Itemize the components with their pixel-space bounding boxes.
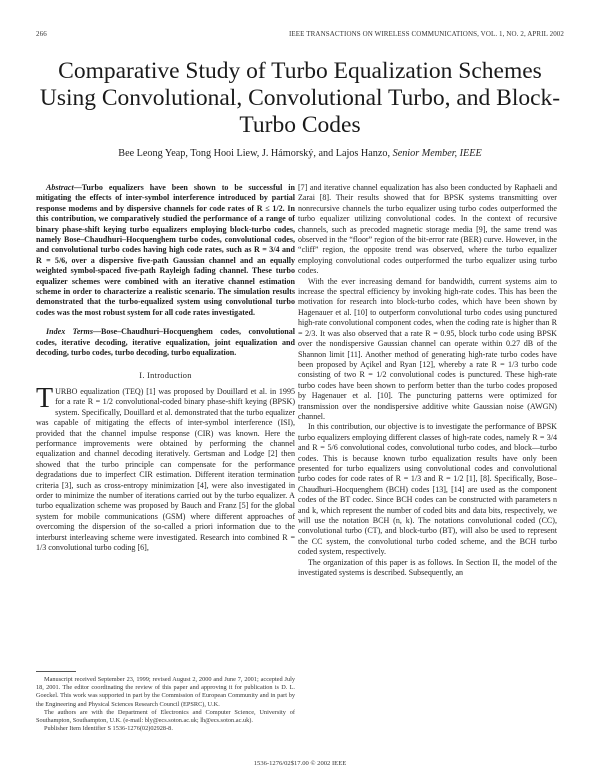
section-heading-introduction: I. Introduction <box>139 370 192 380</box>
body-paragraph-2: With the ever increasing demand for bandwidth, current systems aim to increase the spectral efficiency by invoking high-rate codes. This has been the motivation for research into block-turbo codes, which have been shown by Hagenauer et al. [10] to outperform convolutional turbo codes using punctured high-rate convolutional component codes, when the coding rate is higher than R = 2/3. It was also observed that a rate R = 0.95, block turbo code using BPSK over the nondispersive Gaussian channel can operate within 0.27 dB of the Shannon limit [11]. Another method of generating high-rate turbo codes have been proposed by Açikel and Ryan [12], whereby a rate R = 1/3 turbo code consisting of two R = 1/2 convolutional codes is punctured. These high-rate turbo codes have been shown to perform better than the turbo codes proposed by Hagenauer et al. [10]. The puncturing patterns were optimized for transmission over the nondispersive additive white Gaussian noise (AWGN) channel. <box>298 276 557 421</box>
body-paragraph-3: In this contribution, our objective is to investigate the performance of BPSK turbo equalizers employing different classes of high-rate codes, namely R = 3/4 and R = 5/6 convolutional codes, convolutional turbo codes, and block—turbo codes. This is because known turbo equalization results have only been presented for turbo equalizers using convolutional codes and convolutional turbo codes for code rates of R = 1/3 and R = 1/2 [1], [8]. Specifically, Bose–Chaudhuri–Hocquenghem (BCH) codes [13], [14] are used as the component codes of the BT codec. Since BCH codes can be constructed with parameters n and k, which represent the number of coded bits and data bits, respectively, we will use the notation BCH (n, k). The notations convolutional coded (CC), convolutional turbo (CT), and block-turbo (BT), will also be used to represent the CC system, the convolutional turbo coded scheme, and the BCH turbo coded system, respectively. <box>298 422 557 557</box>
body-paragraph-1: [7] and iterative channel equalization has also been conducted by Raphaeli and Zarai [8]. Their results showed that for BPSK systems transmitting over nonrecursive channels the turbo equalizer using turbo codes outperformed the turbo equalizer utilizing convolutional codes. In the context of recursive channels, such as precoded magnetic storage media [9], the same trend was observed in the “floor” region of the bit-error rate (BER) curve. However, in the “cliff” region, the opposite trend was observed, where the turbo equalizer employing convolutional codes outperformed the turbo equalizer using turbo codes. <box>298 183 557 276</box>
paper-title: Comparative Study of Turbo Equalization Schemes Using Convolutional, Convolutional Turbo, and Block-Turbo Codes <box>39 58 561 138</box>
copyright-line: 1536-1276/02$17.00 © 2002 IEEE <box>253 760 347 767</box>
right-column <box>298 183 557 578</box>
index-terms-label: Index Terms— <box>46 327 101 337</box>
body-paragraph-4: The organization of this paper is as follows. In Section II, the model of the investigated systems is described. Subsequently, an <box>298 557 557 578</box>
footnote-pii: Publisher Item Identifier S 1536-1276(02)02928-8. <box>44 725 173 733</box>
footnote <box>36 676 295 733</box>
author-line <box>30 148 570 159</box>
author-names: Bee Leong Yeap, Tong Hooi Liew, J. Hámorský, and Lajos Hanzo, <box>118 148 391 159</box>
page-number: 266 <box>36 30 47 38</box>
footnote-rule <box>36 671 76 672</box>
journal-name: IEEE TRANSACTIONS ON WIRELESS COMMUNICATIONS, VOL. 1, NO. 2, APRIL 2002 <box>289 30 564 38</box>
running-header <box>36 30 564 42</box>
abstract <box>36 183 295 318</box>
drop-cap: T <box>36 382 54 414</box>
footnote-manuscript: Manuscript received September 23, 1999; revised August 2, 2000 and June 7, 2001; accepted July 18, 2001. The editor coordinating the review of this paper and approving it for publication is D. L. Goeckel. This work was supported in part by the Commission of European Community and in part by the Engineering and Physical Sciences Research Council (EPSRC), U.K. <box>36 676 295 708</box>
intro-paragraph <box>36 382 295 554</box>
abstract-text: Turbo equalizers have been shown to be successful in mitigating the effects of inter-symbol interference introduced by partial response modems and by dispersive channels for code rates of R ≤ 1/2. In this contribution, we comparatively studied the performance of a range of binary phase-shift keying turbo equalizers employing block-turbo codes, namely Bose–Chaudhuri–Hocquenghem turbo codes, convolutional codes, and convolutional turbo codes having high code rates, such as R = 3/4 and R = 5/6, over a dispersive five-path Gaussian channel and an equally weighted symbol-spaced five-path Rayleigh fading channel. These turbo equalizer schemes were combined with an iterative channel estimation scheme in order to characterize a realistic scenario. The simulation results demonstrated that the turbo-equalized system using convolutional turbo codes was the most robust system for all code rates investigated. <box>36 183 295 317</box>
left-column <box>36 183 295 553</box>
index-terms-text: Bose–Chaudhuri–Hocquenghem codes, convolutional codes, iterative decoding, iterative equalization, joint equalization and decoding, turbo codes, turbo decoding, turbo equalization. <box>36 327 295 358</box>
intro-text: URBO equalization (TEQ) [1] was proposed by Douillard et al. in 1995 for a rate R = 1/2 convolutional-coded binary phase-shift keying (BPSK) system. Specifically, Douillard et al. demonstrated that the turbo equalizer was capable of mitigating the effects of inter-symbol interference (ISI), provided that the channel impulse response (CIR) was known. Here the performance improvements were obtained by performing the channel equalization and channel decoding iteratively. Gertsman and Lodge [2] then showed that the turbo principle can compensate for the performance degradations due to imperfect CIR estimation. Different iteration termination criteria [3], such as cross-entropy minimization [4], were also investigated in order to minimize the number of iterations carried out by the turbo equalizer. A turbo equalization scheme was proposed by Bauch and Franz [5] for the global system for mobile communications (GSM) where different approaches of overcoming the dispersion of the so-called a priori information due to the interburst interleaving scheme were investigated. Research into combined R = 1/3 convolutional turbo coding [6], <box>36 386 295 552</box>
author-role: Senior Member, IEEE <box>392 148 482 159</box>
index-terms <box>36 327 295 358</box>
footnote-affiliation: The authors are with the Department of Electronics and Computer Science, University of Southampton, Southampton, U.K. (e-mail: bly@ecs.soton.ac.uk; lh@ecs.soton.ac.uk). <box>36 708 295 725</box>
abstract-label: Abstract— <box>46 183 82 192</box>
